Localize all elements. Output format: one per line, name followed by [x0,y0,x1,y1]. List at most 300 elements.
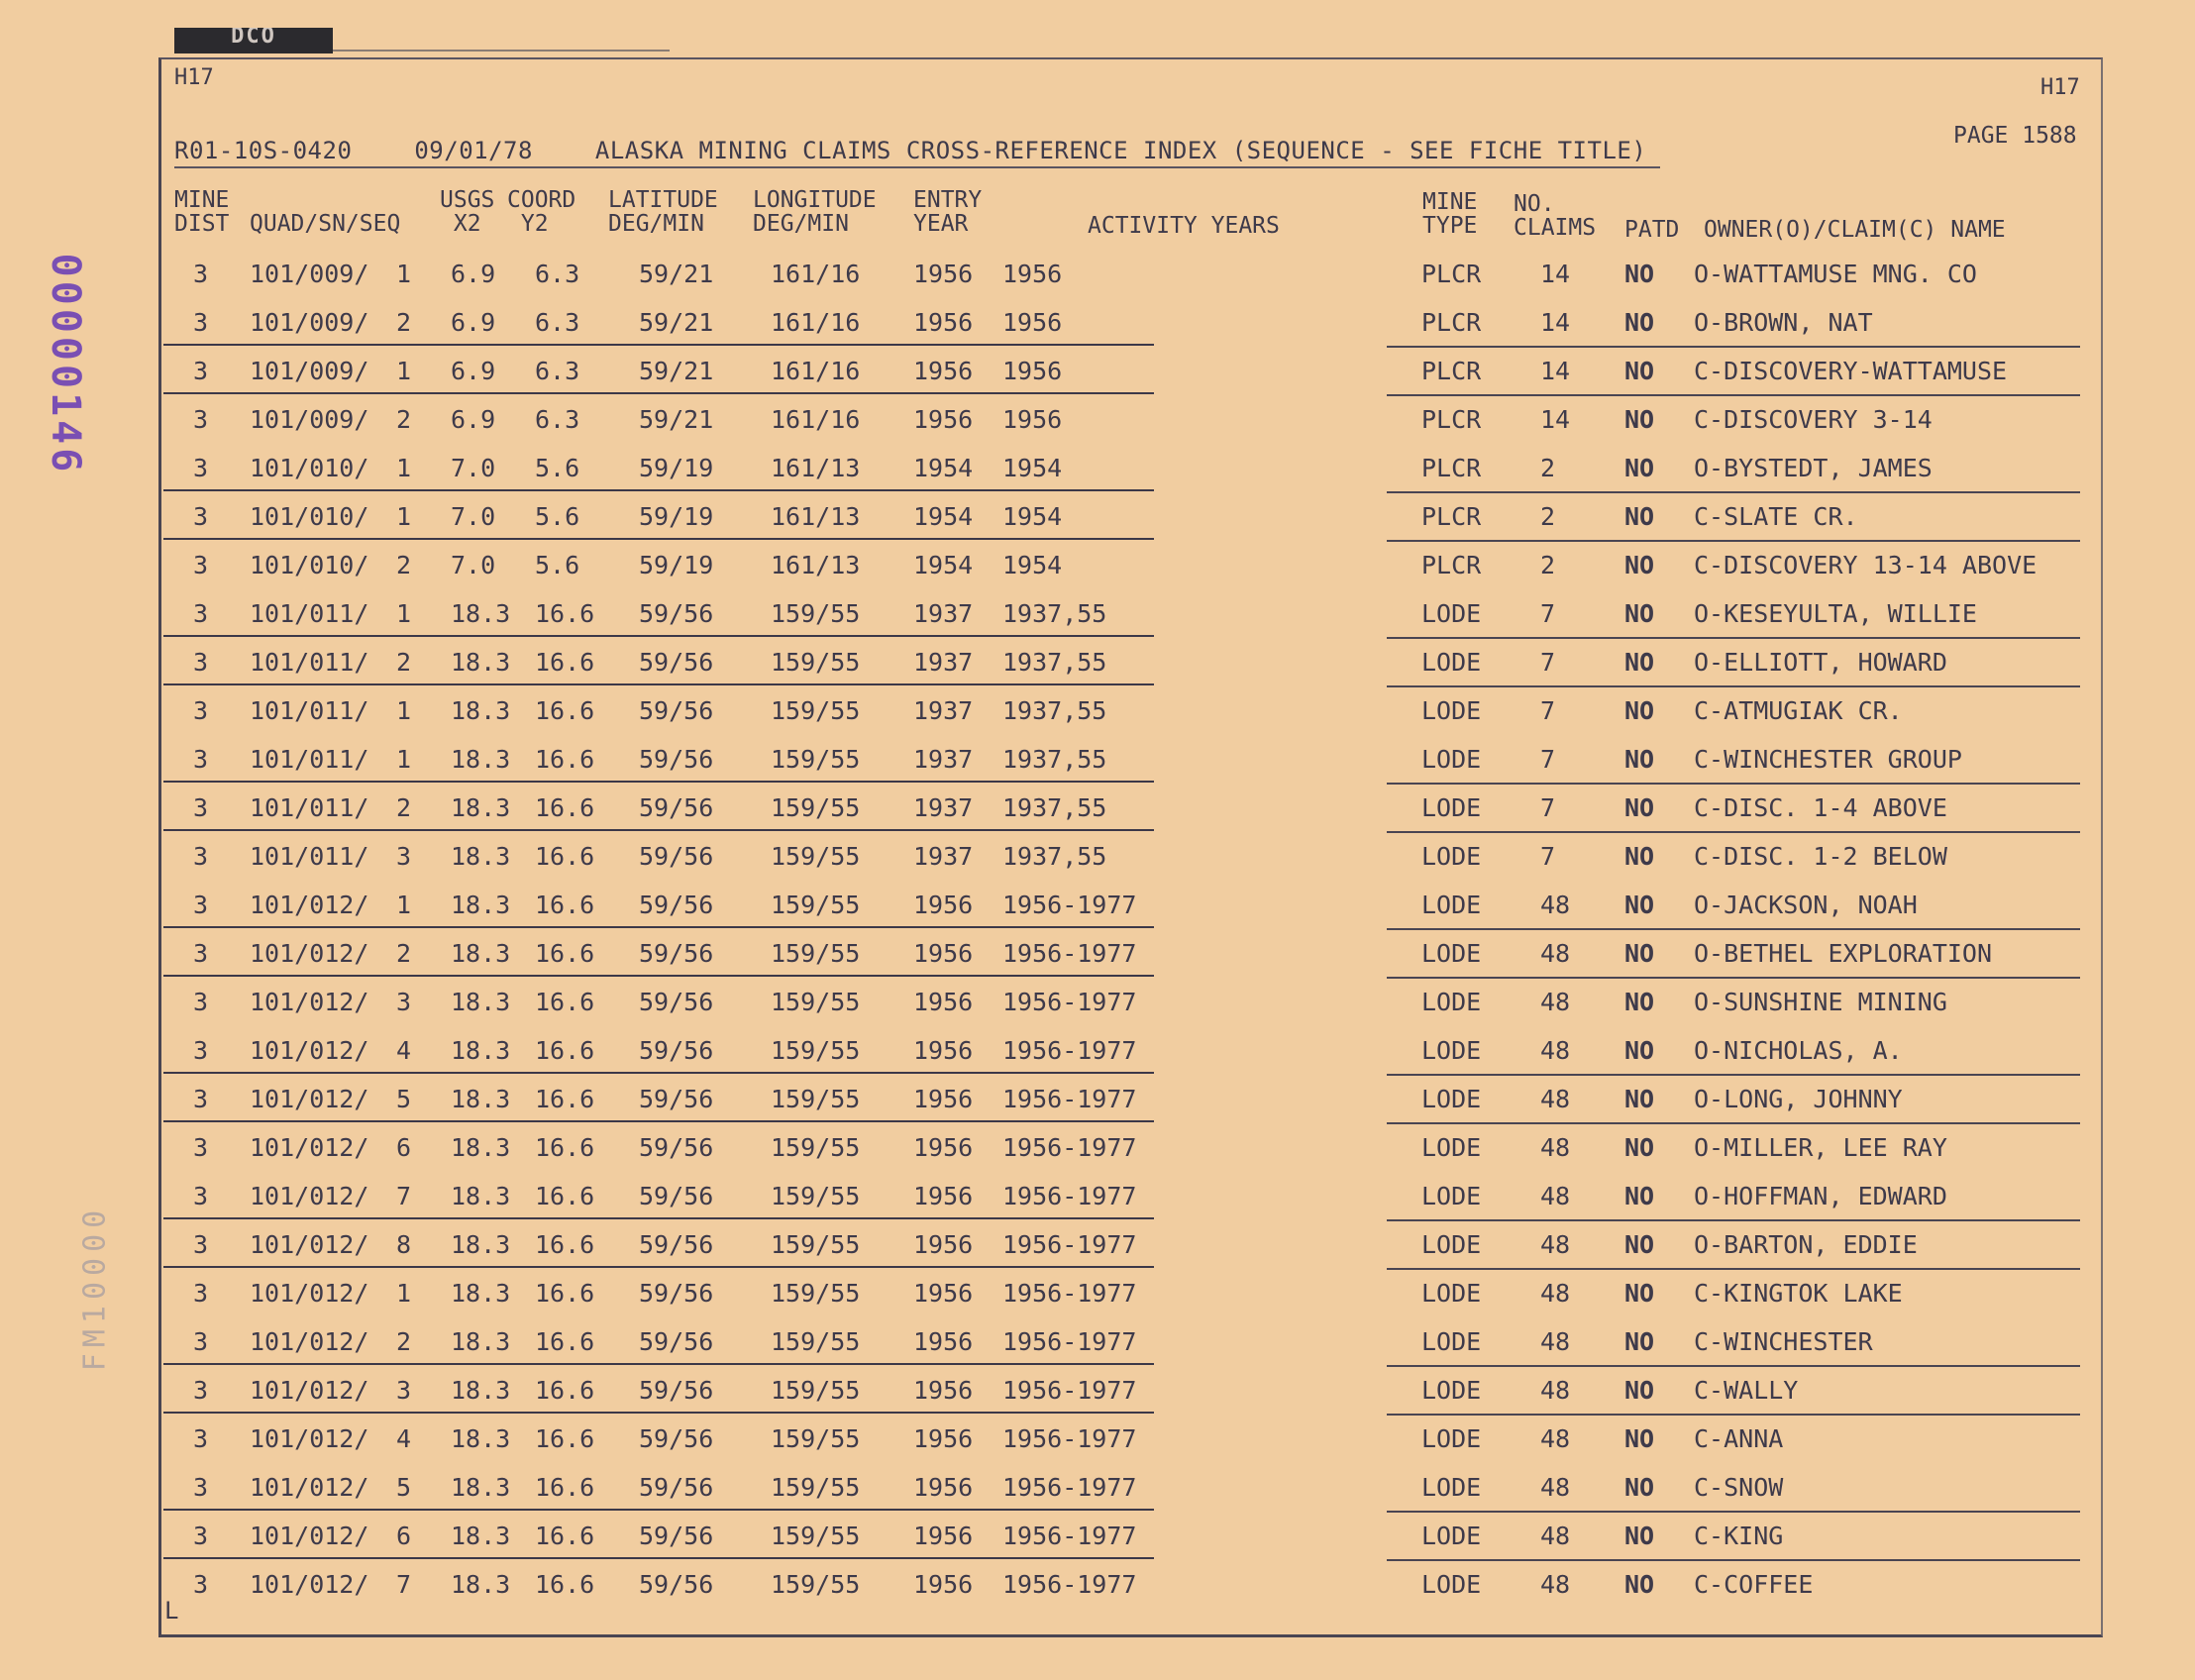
cell-type: PLCR [1421,308,1482,337]
cell-type: PLCR [1421,551,1482,579]
cell-entry: 1937 [913,842,974,871]
cell-lon: 161/16 [771,308,861,337]
cell-dist: 3 [193,454,209,482]
cell-dist: 3 [193,842,209,871]
cell-seq: 6 [396,1133,412,1162]
cell-dist: 3 [193,648,209,677]
cell-dist: 3 [193,308,209,337]
cell-claims: 14 [1540,405,1571,434]
cell-lon: 159/55 [771,1182,861,1210]
row-rule-right [1387,1122,2080,1124]
cell-type: LODE [1421,696,1482,725]
cell-entry: 1937 [913,745,974,774]
cell-lon: 159/55 [771,1230,861,1259]
cell-claims: 14 [1540,260,1571,288]
cell-seq: 2 [396,939,412,968]
cell-claims: 48 [1540,1327,1571,1356]
cell-quad: 101/011/ [250,745,369,774]
cell-entry: 1956 [913,405,974,434]
cell-dist: 3 [193,260,209,288]
table-row [0,1319,2195,1368]
cell-x2: 18.3 [451,1327,511,1356]
cell-type: LODE [1421,1376,1482,1405]
cell-y2: 6.3 [535,357,580,385]
cell-entry: 1956 [913,1424,974,1453]
cell-seq: 2 [396,551,412,579]
cell-lat: 59/21 [639,260,714,288]
row-rule-right [1387,685,2080,687]
cell-lat: 59/56 [639,1133,714,1162]
col-usgs-x2: USGS X2 [440,187,495,237]
cell-x2: 6.9 [451,308,496,337]
cell-type: LODE [1421,1279,1482,1308]
cell-name: O-NICHOLAS, A. [1694,1036,1903,1065]
cell-y2: 16.6 [535,1085,595,1113]
table-row [0,349,2195,397]
cell-y2: 16.6 [535,1570,595,1599]
cell-lon: 161/16 [771,357,861,385]
cell-y2: 16.6 [535,1133,595,1162]
cell-patd: NO [1624,842,1655,871]
cell-seq: 3 [396,842,412,871]
cell-claims: 48 [1540,1182,1571,1210]
cell-claims: 48 [1540,1522,1571,1550]
cell-entry: 1956 [913,1522,974,1550]
table-row [0,1125,2195,1174]
cell-activity: 1937,55 [1002,793,1107,822]
cell-lon: 161/13 [771,454,861,482]
col-longitude: LONGITUDE DEG/MIN [753,187,877,237]
cell-dist: 3 [193,551,209,579]
cell-dist: 3 [193,1230,209,1259]
cell-dist: 3 [193,891,209,919]
cell-patd: NO [1624,891,1655,919]
fiche-header [174,137,1694,164]
row-rule-right [1387,1074,2080,1076]
cell-seq: 1 [396,891,412,919]
cell-lon: 161/16 [771,260,861,288]
cell-x2: 18.3 [451,842,511,871]
cell-activity: 1956-1977 [1002,1473,1137,1502]
cell-patd: NO [1624,308,1655,337]
table-row [0,1514,2195,1562]
cell-lat: 59/56 [639,648,714,677]
cell-patd: NO [1624,1473,1655,1502]
cell-dist: 3 [193,1036,209,1065]
cell-lon: 159/55 [771,1327,861,1356]
cell-name: O-KESEYULTA, WILLIE [1694,599,1977,628]
cell-seq: 1 [396,1279,412,1308]
cell-lat: 59/56 [639,1230,714,1259]
cell-dist: 3 [193,599,209,628]
cell-dist: 3 [193,1570,209,1599]
cell-lon: 161/16 [771,405,861,434]
cell-x2: 7.0 [451,454,496,482]
cell-y2: 16.6 [535,1473,595,1502]
table-row [0,252,2195,300]
cell-x2: 18.3 [451,1230,511,1259]
cell-entry: 1937 [913,599,974,628]
cell-entry: 1956 [913,1473,974,1502]
cell-patd: NO [1624,745,1655,774]
cell-x2: 6.9 [451,405,496,434]
cell-x2: 18.3 [451,648,511,677]
cell-entry: 1956 [913,1279,974,1308]
cell-claims: 14 [1540,357,1571,385]
table-row [0,1562,2195,1611]
row-rule-right [1387,346,2080,348]
cell-name: O-BETHEL EXPLORATION [1694,939,1993,968]
cell-claims: 48 [1540,1230,1571,1259]
cell-dist: 3 [193,745,209,774]
cell-claims: 7 [1540,599,1556,628]
cell-dist: 3 [193,1327,209,1356]
cell-seq: 1 [396,357,412,385]
cell-seq: 1 [396,599,412,628]
cell-y2: 16.6 [535,1376,595,1405]
cell-y2: 16.6 [535,793,595,822]
cell-type: PLCR [1421,502,1482,531]
cell-name: O-BARTON, EDDIE [1694,1230,1918,1259]
cell-type: LODE [1421,1182,1482,1210]
cell-type: LODE [1421,1230,1482,1259]
cell-activity: 1954 [1002,551,1063,579]
cell-activity: 1956-1977 [1002,1036,1137,1065]
cell-activity: 1937,55 [1002,648,1107,677]
cell-type: PLCR [1421,454,1482,482]
cell-activity: 1956-1977 [1002,939,1137,968]
cell-lon: 159/55 [771,1424,861,1453]
cell-patd: NO [1624,793,1655,822]
cell-x2: 7.0 [451,551,496,579]
side-stamp-faint-text: FM10000 [77,1204,113,1372]
cell-lat: 59/56 [639,1182,714,1210]
col-latitude: LATITUDE DEG/MIN [608,187,718,237]
cell-dist: 3 [193,1085,209,1113]
cell-patd: NO [1624,1424,1655,1453]
row-rule [163,975,1154,977]
cell-entry: 1956 [913,1036,974,1065]
row-rule-right [1387,977,2080,979]
row-rule-right [1387,1268,2080,1270]
cell-y2: 16.6 [535,745,595,774]
cell-seq: 6 [396,1522,412,1550]
cell-x2: 7.0 [451,502,496,531]
cell-y2: 16.6 [535,842,595,871]
cell-x2: 18.3 [451,1522,511,1550]
cell-quad: 101/010/ [250,502,369,531]
cell-patd: NO [1624,454,1655,482]
fiche-tab: DCO [174,28,333,53]
cell-name: C-ANNA [1694,1424,1784,1453]
row-rule [163,1412,1154,1414]
cell-patd: NO [1624,502,1655,531]
cell-quad: 101/012/ [250,1522,369,1550]
cell-name: C-DISC. 1-2 BELOW [1694,842,1947,871]
cell-lat: 59/21 [639,308,714,337]
cell-patd: NO [1624,1036,1655,1065]
cell-lon: 159/55 [771,1570,861,1599]
row-rule [163,781,1154,783]
cell-quad: 101/012/ [250,1036,369,1065]
cell-claims: 7 [1540,648,1556,677]
cell-type: PLCR [1421,405,1482,434]
cell-entry: 1956 [913,939,974,968]
cell-claims: 7 [1540,842,1556,871]
cell-lon: 159/55 [771,1085,861,1113]
table-row [0,1222,2195,1271]
table-row [0,494,2195,543]
row-rule-right [1387,1365,2080,1367]
cell-quad: 101/009/ [250,308,369,337]
cell-x2: 18.3 [451,793,511,822]
cell-type: LODE [1421,1424,1482,1453]
cell-y2: 16.6 [535,599,595,628]
cell-quad: 101/012/ [250,891,369,919]
cell-entry: 1956 [913,1376,974,1405]
cell-entry: 1956 [913,308,974,337]
cell-seq: 8 [396,1230,412,1259]
cell-name: O-SUNSHINE MINING [1694,988,1947,1016]
cell-name: C-DISCOVERY 3-14 [1694,405,1933,434]
cell-type: LODE [1421,793,1482,822]
table-row [0,397,2195,446]
cell-activity: 1937,55 [1002,745,1107,774]
cell-lon: 159/55 [771,1376,861,1405]
cell-y2: 16.6 [535,1279,595,1308]
cell-type: LODE [1421,1473,1482,1502]
cell-x2: 6.9 [451,260,496,288]
cell-patd: NO [1624,1279,1655,1308]
cell-patd: NO [1624,1327,1655,1356]
cell-lon: 159/55 [771,793,861,822]
cell-dist: 3 [193,502,209,531]
cell-dist: 3 [193,405,209,434]
cell-dist: 3 [193,988,209,1016]
cell-lon: 159/55 [771,1279,861,1308]
table-row [0,591,2195,640]
cell-name: O-BYSTEDT, JAMES [1694,454,1933,482]
cell-entry: 1956 [913,1085,974,1113]
cell-y2: 6.3 [535,308,580,337]
cell-y2: 16.6 [535,891,595,919]
cell-lon: 159/55 [771,1522,861,1550]
row-rule-right [1387,1219,2080,1221]
cell-x2: 18.3 [451,1473,511,1502]
table-row [0,1174,2195,1222]
cell-name: O-LONG, JOHNNY [1694,1085,1903,1113]
cell-y2: 5.6 [535,454,580,482]
col-coord-y2: COORD Y2 [507,187,576,237]
cell-activity: 1956-1977 [1002,988,1137,1016]
cell-y2: 16.6 [535,1424,595,1453]
cell-entry: 1956 [913,1570,974,1599]
row-rule-right [1387,540,2080,542]
row-rule [163,1072,1154,1074]
cell-claims: 48 [1540,1473,1571,1502]
page-number: PAGE 1588 [1953,123,2077,149]
cell-seq: 1 [396,696,412,725]
cell-activity: 1956 [1002,308,1063,337]
cell-entry: 1956 [913,1327,974,1356]
cell-quad: 101/009/ [250,260,369,288]
cell-y2: 16.6 [535,1327,595,1356]
cell-lon: 159/55 [771,939,861,968]
cell-patd: NO [1624,988,1655,1016]
cell-entry: 1954 [913,502,974,531]
cell-claims: 48 [1540,988,1571,1016]
cell-y2: 16.6 [535,696,595,725]
row-rule [163,926,1154,928]
tab-divider [333,50,670,52]
cell-entry: 1937 [913,696,974,725]
cell-claims: 48 [1540,1036,1571,1065]
row-rule [163,344,1154,346]
cell-claims: 2 [1540,454,1556,482]
cell-type: LODE [1421,648,1482,677]
row-rule-right [1387,1559,2080,1561]
cell-type: LODE [1421,891,1482,919]
col-no-claims: NO. CLAIMS [1514,191,1597,241]
cell-patd: NO [1624,648,1655,677]
cell-patd: NO [1624,1133,1655,1162]
cell-seq: 2 [396,793,412,822]
table-row [0,446,2195,494]
cell-claims: 48 [1540,1570,1571,1599]
table-row [0,980,2195,1028]
cell-type: LODE [1421,939,1482,968]
cell-activity: 1937,55 [1002,842,1107,871]
cell-lon: 159/55 [771,842,861,871]
cell-x2: 18.3 [451,1570,511,1599]
table-row [0,1465,2195,1514]
cell-lat: 59/56 [639,988,714,1016]
report-date: 09/01/78 [414,137,533,164]
cell-claims: 2 [1540,551,1556,579]
col-owner-claim: OWNER(O)/CLAIM(C) NAME [1704,217,2006,243]
cell-entry: 1954 [913,551,974,579]
cell-lat: 59/56 [639,696,714,725]
cell-claims: 48 [1540,1424,1571,1453]
table-row [0,1028,2195,1077]
cell-entry: 1956 [913,988,974,1016]
cell-dist: 3 [193,1279,209,1308]
cell-activity: 1956 [1002,357,1063,385]
cell-quad: 101/012/ [250,1376,369,1405]
cell-claims: 7 [1540,793,1556,822]
cell-activity: 1956-1977 [1002,1133,1137,1162]
cell-lat: 59/56 [639,1036,714,1065]
cell-seq: 3 [396,988,412,1016]
cell-name: C-KINGTOK LAKE [1694,1279,1903,1308]
row-rule-right [1387,637,2080,639]
cell-x2: 18.3 [451,599,511,628]
cell-quad: 101/012/ [250,1133,369,1162]
cell-lat: 59/56 [639,1473,714,1502]
cell-y2: 16.6 [535,939,595,968]
cell-name: C-COFFEE [1694,1570,1814,1599]
cell-seq: 2 [396,1327,412,1356]
cell-lat: 59/56 [639,1522,714,1550]
row-rule [163,538,1154,540]
cell-lat: 59/56 [639,1376,714,1405]
col-activity-years: ACTIVITY YEARS [1088,213,1280,239]
cell-patd: NO [1624,1376,1655,1405]
cell-x2: 18.3 [451,745,511,774]
cell-entry: 1954 [913,454,974,482]
cell-claims: 48 [1540,891,1571,919]
cell-dist: 3 [193,1522,209,1550]
cell-patd: NO [1624,1085,1655,1113]
cell-seq: 5 [396,1473,412,1502]
cell-activity: 1956-1977 [1002,891,1137,919]
cell-x2: 18.3 [451,1279,511,1308]
cell-entry: 1956 [913,1133,974,1162]
cell-lon: 159/55 [771,648,861,677]
cell-claims: 48 [1540,939,1571,968]
cell-lon: 159/55 [771,1036,861,1065]
row-rule [163,392,1154,394]
cell-patd: NO [1624,405,1655,434]
cell-lon: 159/55 [771,696,861,725]
cell-quad: 101/010/ [250,454,369,482]
cell-name: O-ELLIOTT, HOWARD [1694,648,1947,677]
cell-lat: 59/56 [639,1327,714,1356]
cell-patd: NO [1624,1522,1655,1550]
cell-x2: 18.3 [451,1376,511,1405]
cell-y2: 16.6 [535,1230,595,1259]
cell-quad: 101/009/ [250,405,369,434]
col-mine-dist: MINE DIST [174,187,230,237]
cell-name: C-DISCOVERY 13-14 ABOVE [1694,551,2038,579]
col-mine-type: MINE TYPE [1422,189,1478,239]
cell-dist: 3 [193,939,209,968]
table-row [0,834,2195,883]
cell-name: C-WINCHESTER GROUP [1694,745,1962,774]
row-rule-right [1387,1414,2080,1416]
cell-name: C-SNOW [1694,1473,1784,1502]
cell-activity: 1956-1977 [1002,1085,1137,1113]
cell-type: LODE [1421,988,1482,1016]
cell-lat: 59/56 [639,1279,714,1308]
cell-name: C-WINCHESTER [1694,1327,1873,1356]
cell-seq: 2 [396,648,412,677]
cell-patd: NO [1624,599,1655,628]
report-id: R01-10S-0420 [174,137,353,164]
cell-y2: 5.6 [535,551,580,579]
cell-lat: 59/19 [639,551,714,579]
cell-type: LODE [1421,1327,1482,1356]
cell-quad: 101/012/ [250,1279,369,1308]
row-rule-right [1387,491,2080,493]
cell-y2: 16.6 [535,1182,595,1210]
cell-activity: 1956-1977 [1002,1279,1137,1308]
cell-activity: 1937,55 [1002,696,1107,725]
cell-entry: 1956 [913,357,974,385]
cell-lat: 59/56 [639,793,714,822]
table-row [0,1271,2195,1319]
cell-claims: 2 [1540,502,1556,531]
cell-lat: 59/56 [639,1085,714,1113]
cell-activity: 1956-1977 [1002,1570,1137,1599]
report-title: ALASKA MINING CLAIMS CROSS-REFERENCE INDEX (SEQUENCE - SEE FICHE TITLE) [594,137,1647,164]
side-stamp-text: 00000146 [43,253,88,476]
cell-activity: 1956-1977 [1002,1522,1137,1550]
cell-x2: 18.3 [451,1085,511,1113]
cell-quad: 101/012/ [250,1424,369,1453]
col-quad-sn-seq: QUAD/SN/SEQ [250,211,401,237]
cell-lat: 59/19 [639,502,714,531]
